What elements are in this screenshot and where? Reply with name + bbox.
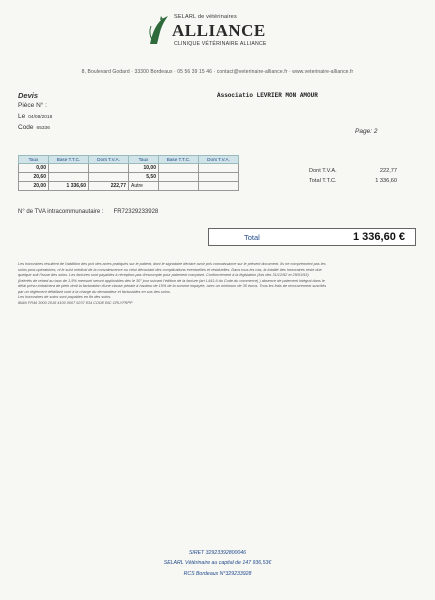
header-rate-2: Taux — [129, 156, 159, 164]
grand-total-label: Total — [244, 233, 260, 242]
piece-label: Pièce N° : — [18, 102, 47, 109]
table-row — [19, 173, 239, 182]
document-date — [18, 113, 52, 120]
legal-line: délai prévu entraînera de plein droit la facturation d'une clause pénale à hauteur de 15% de la somme impayée, avec un minimum de 35 euros. Tous les frais de recouvrement suscités — [18, 284, 327, 288]
legal-line: Les honoraires de soins sont payables en fin des soins. — [18, 295, 112, 299]
table-cell — [159, 164, 199, 173]
tva-intra-value: FR72329233928 — [113, 209, 159, 215]
total-ttc-label: Total T.T.C. — [309, 178, 337, 184]
table-row — [19, 182, 239, 191]
dont-tva-value: 222,77 — [379, 168, 397, 174]
dont-tva-label: Dont T.V.A. — [309, 168, 337, 174]
grand-total-value: 1 336,60 € — [353, 231, 405, 243]
tva-intra-label: N° de TVA intracommunautaire : — [18, 209, 104, 215]
cat-logo-icon — [146, 14, 170, 46]
table-cell — [49, 164, 89, 173]
document-type: Devis — [18, 91, 39, 100]
piece-number — [18, 102, 50, 109]
table-cell: 20,00 — [19, 182, 49, 191]
tax-breakdown-table — [18, 155, 239, 191]
table-cell: 222,77 — [89, 182, 129, 191]
header-tva-2: Dont T.V.A. — [199, 156, 239, 164]
table-cell: 20,60 — [19, 173, 49, 182]
date-label: Le — [18, 113, 26, 120]
table-cell — [89, 173, 129, 182]
client-name: Associatio LEVRIER MON AMOUR — [217, 92, 318, 99]
document-code — [18, 124, 50, 131]
table-cell: 10,00 — [129, 164, 159, 173]
table-cell — [49, 173, 89, 182]
table-cell: 1 336,60 — [49, 182, 89, 191]
footer-siret: SIRET 32923392800046 — [188, 550, 247, 556]
grand-total-box — [208, 228, 416, 246]
logo-top-text: SELARL de vétérinaires — [174, 14, 237, 20]
legal-line: soins post-opératoires, ni le suivi médical de la convalescence ou celui découlant des complications éventuelles et résiduelles. Dans tous les cas, la totalité des honoraires reste due — [18, 267, 322, 272]
legal-terms — [18, 262, 418, 306]
table-cell — [89, 164, 129, 173]
date-value: 04/08/2018 — [28, 115, 53, 120]
clinic-logo — [146, 12, 276, 58]
table-cell — [159, 173, 199, 182]
tax-table-header — [19, 156, 239, 164]
logo-subtitle: CLINIQUE VÉTÉRINAIRE ALLIANCE — [174, 41, 267, 47]
page-label: Page: — [355, 128, 372, 135]
footer-capital: SELARL Vétérinaire au capital de 147 936,53€ — [163, 560, 272, 566]
legal-line: IBAN FR46 3000 2018 4100 0007 9237 834 CODE BIC CRLYFRPP — [18, 300, 133, 305]
table-cell: Autre — [129, 182, 159, 191]
page-value: 2 — [373, 128, 378, 135]
header-base-ttc: Base T.T.C. — [49, 156, 89, 164]
header-tva: Dont T.V.A. — [89, 156, 129, 164]
tva-intracommunautaire — [18, 209, 158, 215]
footer-rcs: RCS Bordeaux N°329233928 — [183, 571, 252, 577]
table-row — [19, 164, 239, 173]
legal-line: (Intérêts de retard au taux de 1,5% mensuel seront applicables dès le 30° jour suivant l'édition de la facture (art L441-6 du Code du commerce) ) absence de paiement intégral dans le — [18, 278, 325, 283]
legal-line: par un règlement défaillant sont à la charge du demandeur et facturables en sus des soins. — [18, 289, 171, 294]
legal-line: quelque soit l'issue des soins. Les factures sont payables à réception-pas d'escompte pour paiement comptant. Conformément à la législation (lois des 31/12/92 et 29/01/93) — [18, 273, 309, 277]
table-cell: 0,00 — [19, 164, 49, 173]
table-cell — [199, 182, 239, 191]
table-cell — [199, 173, 239, 182]
total-ttc-value: 1 336,60 — [375, 178, 397, 184]
page-indicator — [355, 128, 377, 135]
logo-brand-name: ALLIANCE — [172, 21, 266, 40]
table-cell: 5,50 — [129, 173, 159, 182]
header-rate: Taux — [19, 156, 49, 164]
table-cell — [199, 164, 239, 173]
legal-line: Les honoraires résultent de l'addition des prix des actes pratiqués sur le patient, dont le signataire déclare avoir pris connaissance sur le présent document. Ils ne comprennent pas les — [18, 262, 326, 266]
code-label: Code — [18, 124, 34, 131]
code-value: 65336 — [36, 126, 50, 131]
clinic-address: 8, Boulevard Godard · 33300 Bordeaux · 05 56 39 15 46 · contact@veterinaire-alliance.fr · www.veterinaire-alliance.fr — [81, 69, 354, 75]
header-base-ttc-2: Base T.T.C. — [159, 156, 199, 164]
table-cell — [159, 182, 199, 191]
